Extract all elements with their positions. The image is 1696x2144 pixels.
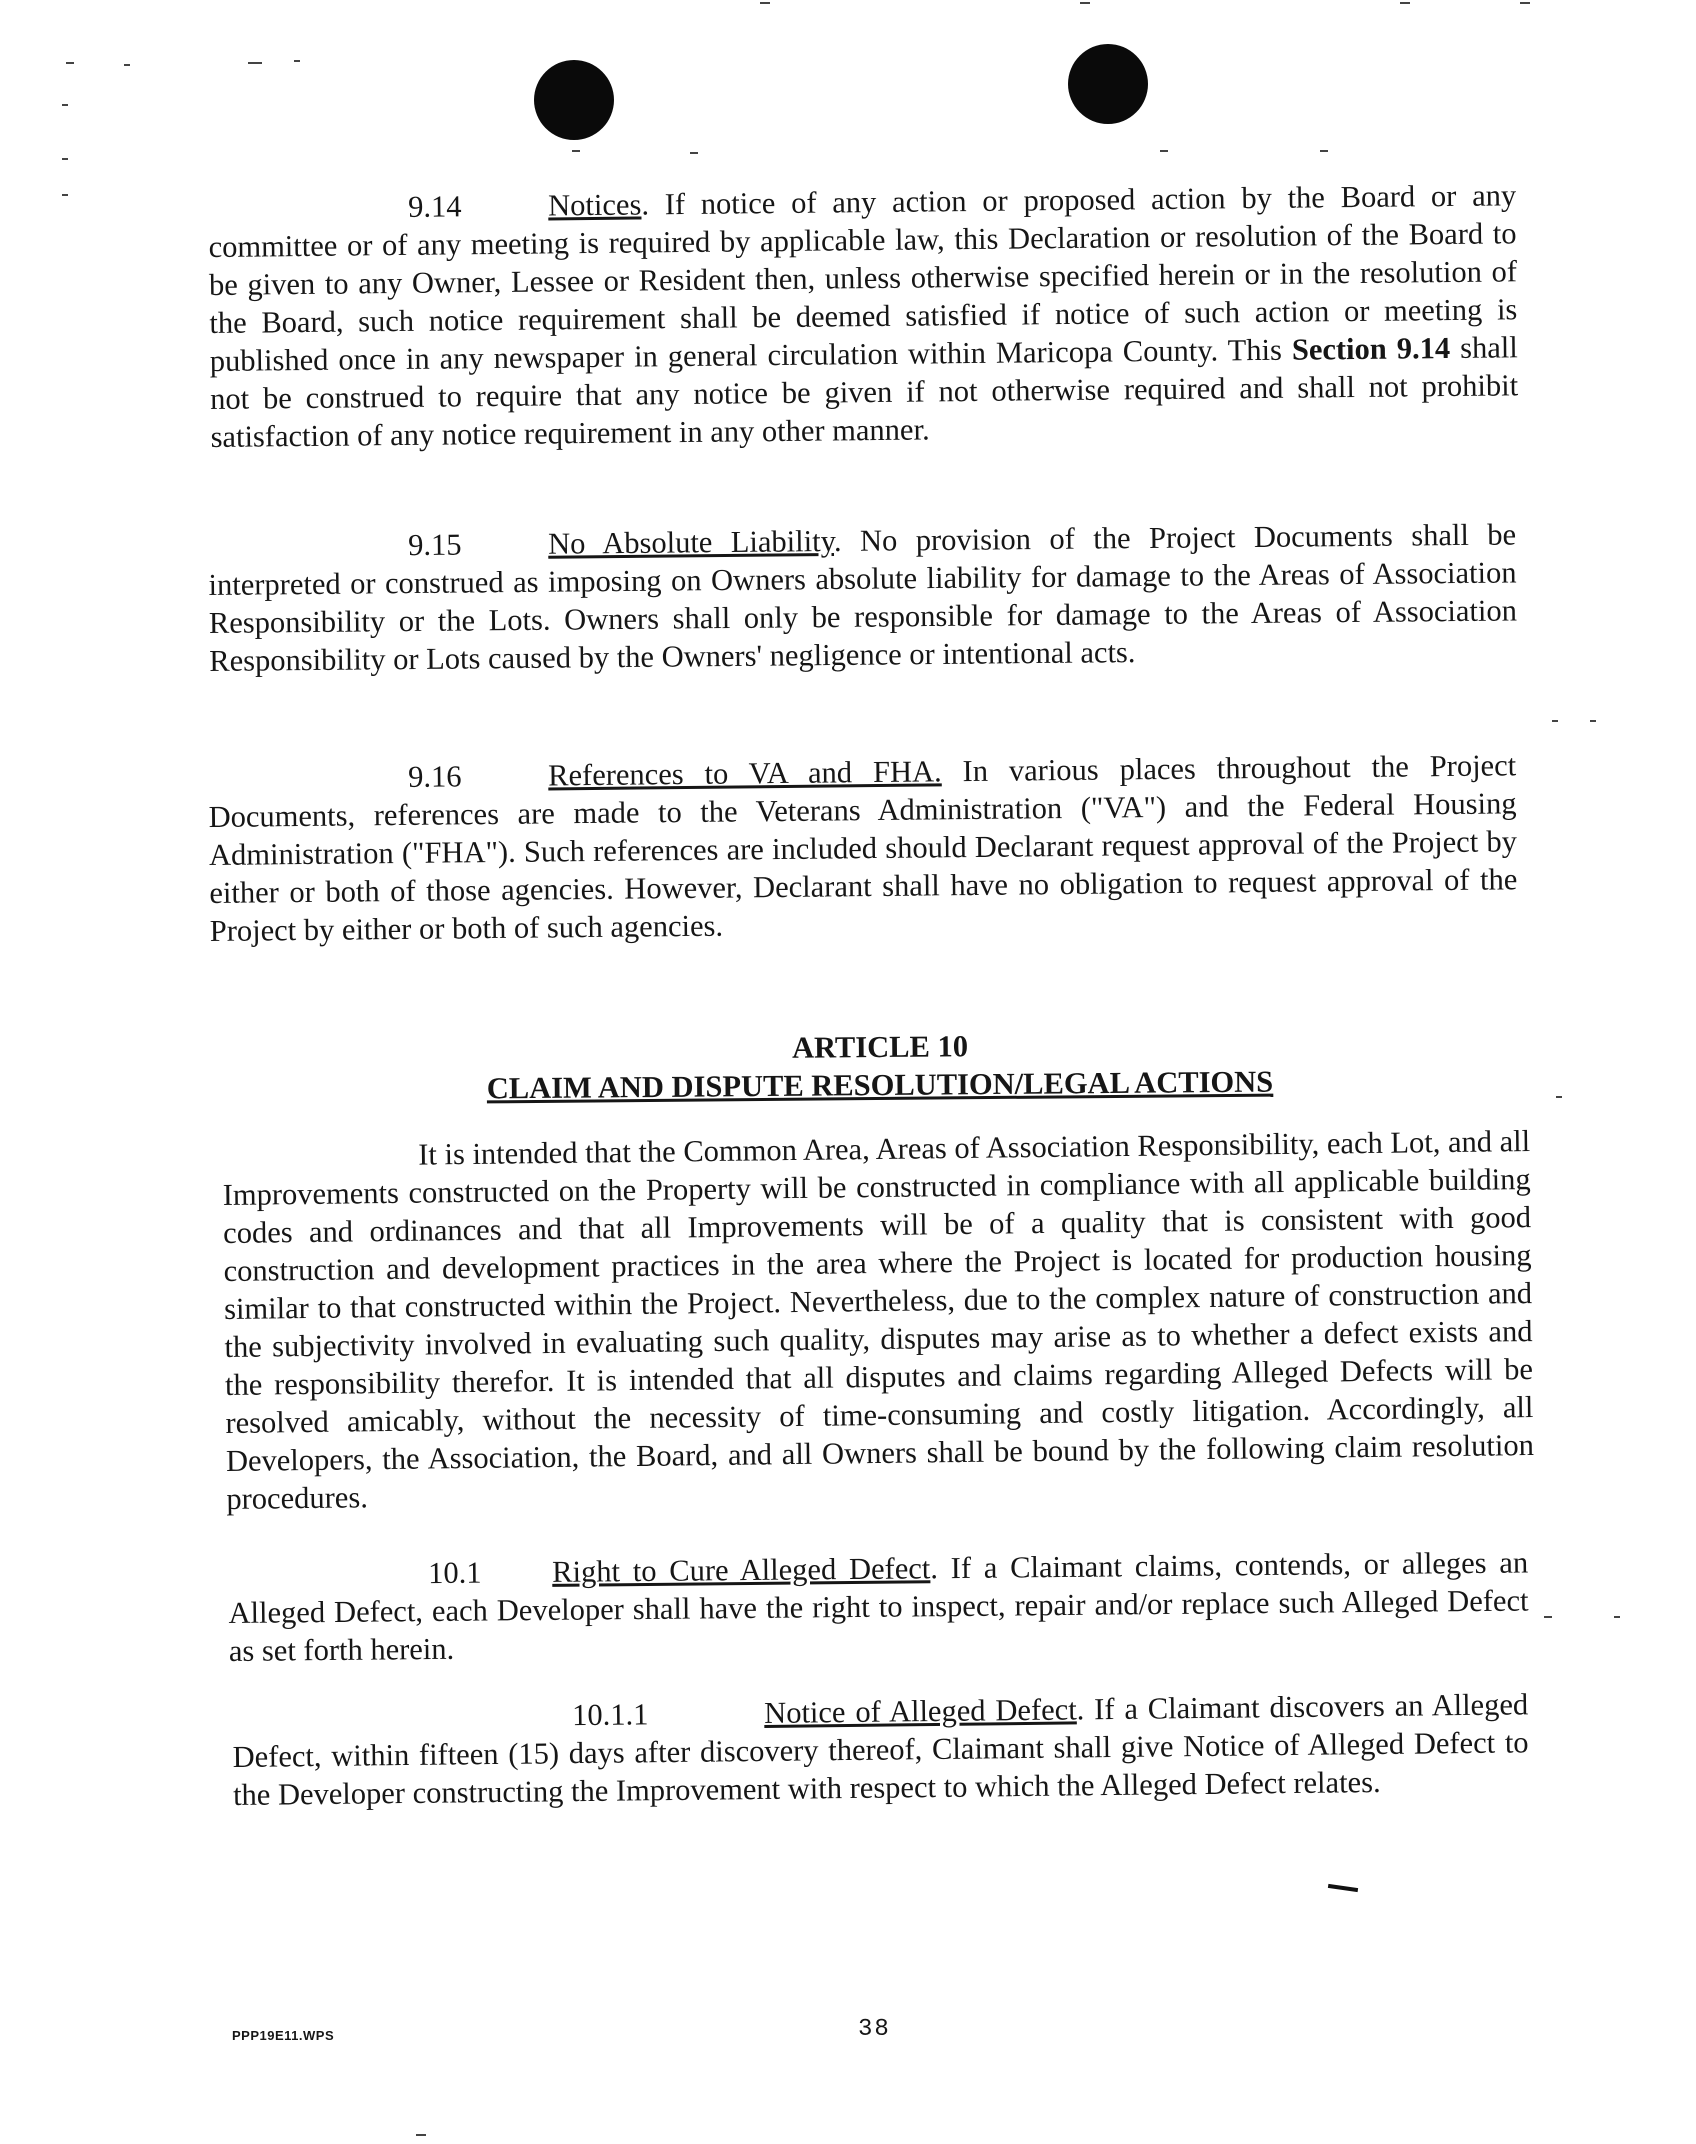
page-number: 38 xyxy=(858,2016,891,2043)
section-heading: Notice of Alleged Defect xyxy=(763,1692,1077,1730)
section-number: 10.1.1 xyxy=(572,1697,649,1733)
punch-hole-left xyxy=(534,60,614,140)
section-10-1 xyxy=(228,1544,1529,1670)
section-text: In various places throughout the Project Documents, references are made to the Veterans Administration ("VA") and the Federal Housing Administration ("FHA"). Such references are included should Declarant request approval of the Project by either or both of those agencies. However, Declarant shall have no obligation to request approval of the Project by either or both of such agencies. xyxy=(208,748,1518,948)
section-9-16 xyxy=(208,746,1518,950)
section-heading: No Absolute Liability xyxy=(548,523,835,561)
section-text-continued: shall not be construed to require that any notice be given if not otherwise required and shall not prohibit satisfaction of any notice requirement in any other manner. xyxy=(210,330,1519,454)
intro-text: It is intended that the Common Area, Areas of Association Responsibility, each Lot, and all Improvements constructed on the Property will be constructed in compliance with all applicable building codes and ordinances and that all Improvements will be of a quality that is consistent with good construction and development practices in the area where the Project is located for production housing similar to that constructed within the Project. Nevertheless, due to the complex nature of construction and the subjectivity involved in evaluating such quality, disputes may arise as to whether a defect exists and the responsibility therefor. It is intended that all disputes and claims regarding Alleged Defects will be resolved amicably, without the necessity of time-consuming and costly litigation. Accordingly, all Developers, the Association, the Board, and all Owners shall be bound by the following claim resolution procedures. xyxy=(222,1124,1535,1516)
section-heading: Right to Cure Alleged Defect xyxy=(552,1551,931,1589)
scan-mark xyxy=(1328,1884,1358,1892)
section-heading: References to VA and FHA. xyxy=(548,754,942,793)
section-number: 9.15 xyxy=(408,527,462,563)
article-intro xyxy=(222,1122,1535,1518)
section-9-15 xyxy=(208,515,1517,680)
section-number: 9.14 xyxy=(408,189,462,224)
section-10-1-1 xyxy=(232,1685,1529,1814)
section-number: 10.1 xyxy=(428,1555,482,1591)
section-reference: Section 9.14 xyxy=(1291,331,1451,367)
punch-hole-right xyxy=(1068,44,1148,124)
footer-file-code: PPP19E11.WPS xyxy=(232,2028,335,2043)
section-text: . No provision of the Project Documents shall be interpreted or construed as imposing on Owners absolute liability for damage to the Areas of Association Responsibility or the Lots. Owners shall only be responsible for damage to the Areas of Association Responsibility or Lots caused by the Owners' negligence or intentional acts. xyxy=(208,517,1518,678)
section-text: . If notice of any action or proposed action by the Board or any committee or of any meeting is required by applicable law, this Declaration or resolution of the Board to be given to any Owner, Lessee or Resident then, unless otherwise specified herein or in the resolution of the Board, such notice requirement shall be deemed satisfied if notice of such action or meeting is published once in any newspaper in general circulation within Maricopa County. This xyxy=(208,178,1518,378)
section-text: . If a Claimant claims, contends, or alleges an Alleged Defect, each Developer shall have the right to inspect, repair and/or replace such Alleged Defect as set forth herein. xyxy=(228,1545,1529,1668)
section-heading: Notices xyxy=(548,187,642,223)
article-number: ARTICLE 10 xyxy=(791,1029,969,1065)
section-text: . If a Claimant discovers an Alleged Defect, within fifteen (15) days after discovery thereof, Claimant shall give Notice of Alleged Defect to the Developer constructing the Improvement with respect to which the Alleged Defect relates. xyxy=(232,1687,1529,1812)
article-title: CLAIM AND DISPUTE RESOLUTION/LEGAL ACTIONS xyxy=(486,1064,1274,1106)
section-number: 9.16 xyxy=(408,759,462,794)
section-9-14 xyxy=(208,176,1519,456)
